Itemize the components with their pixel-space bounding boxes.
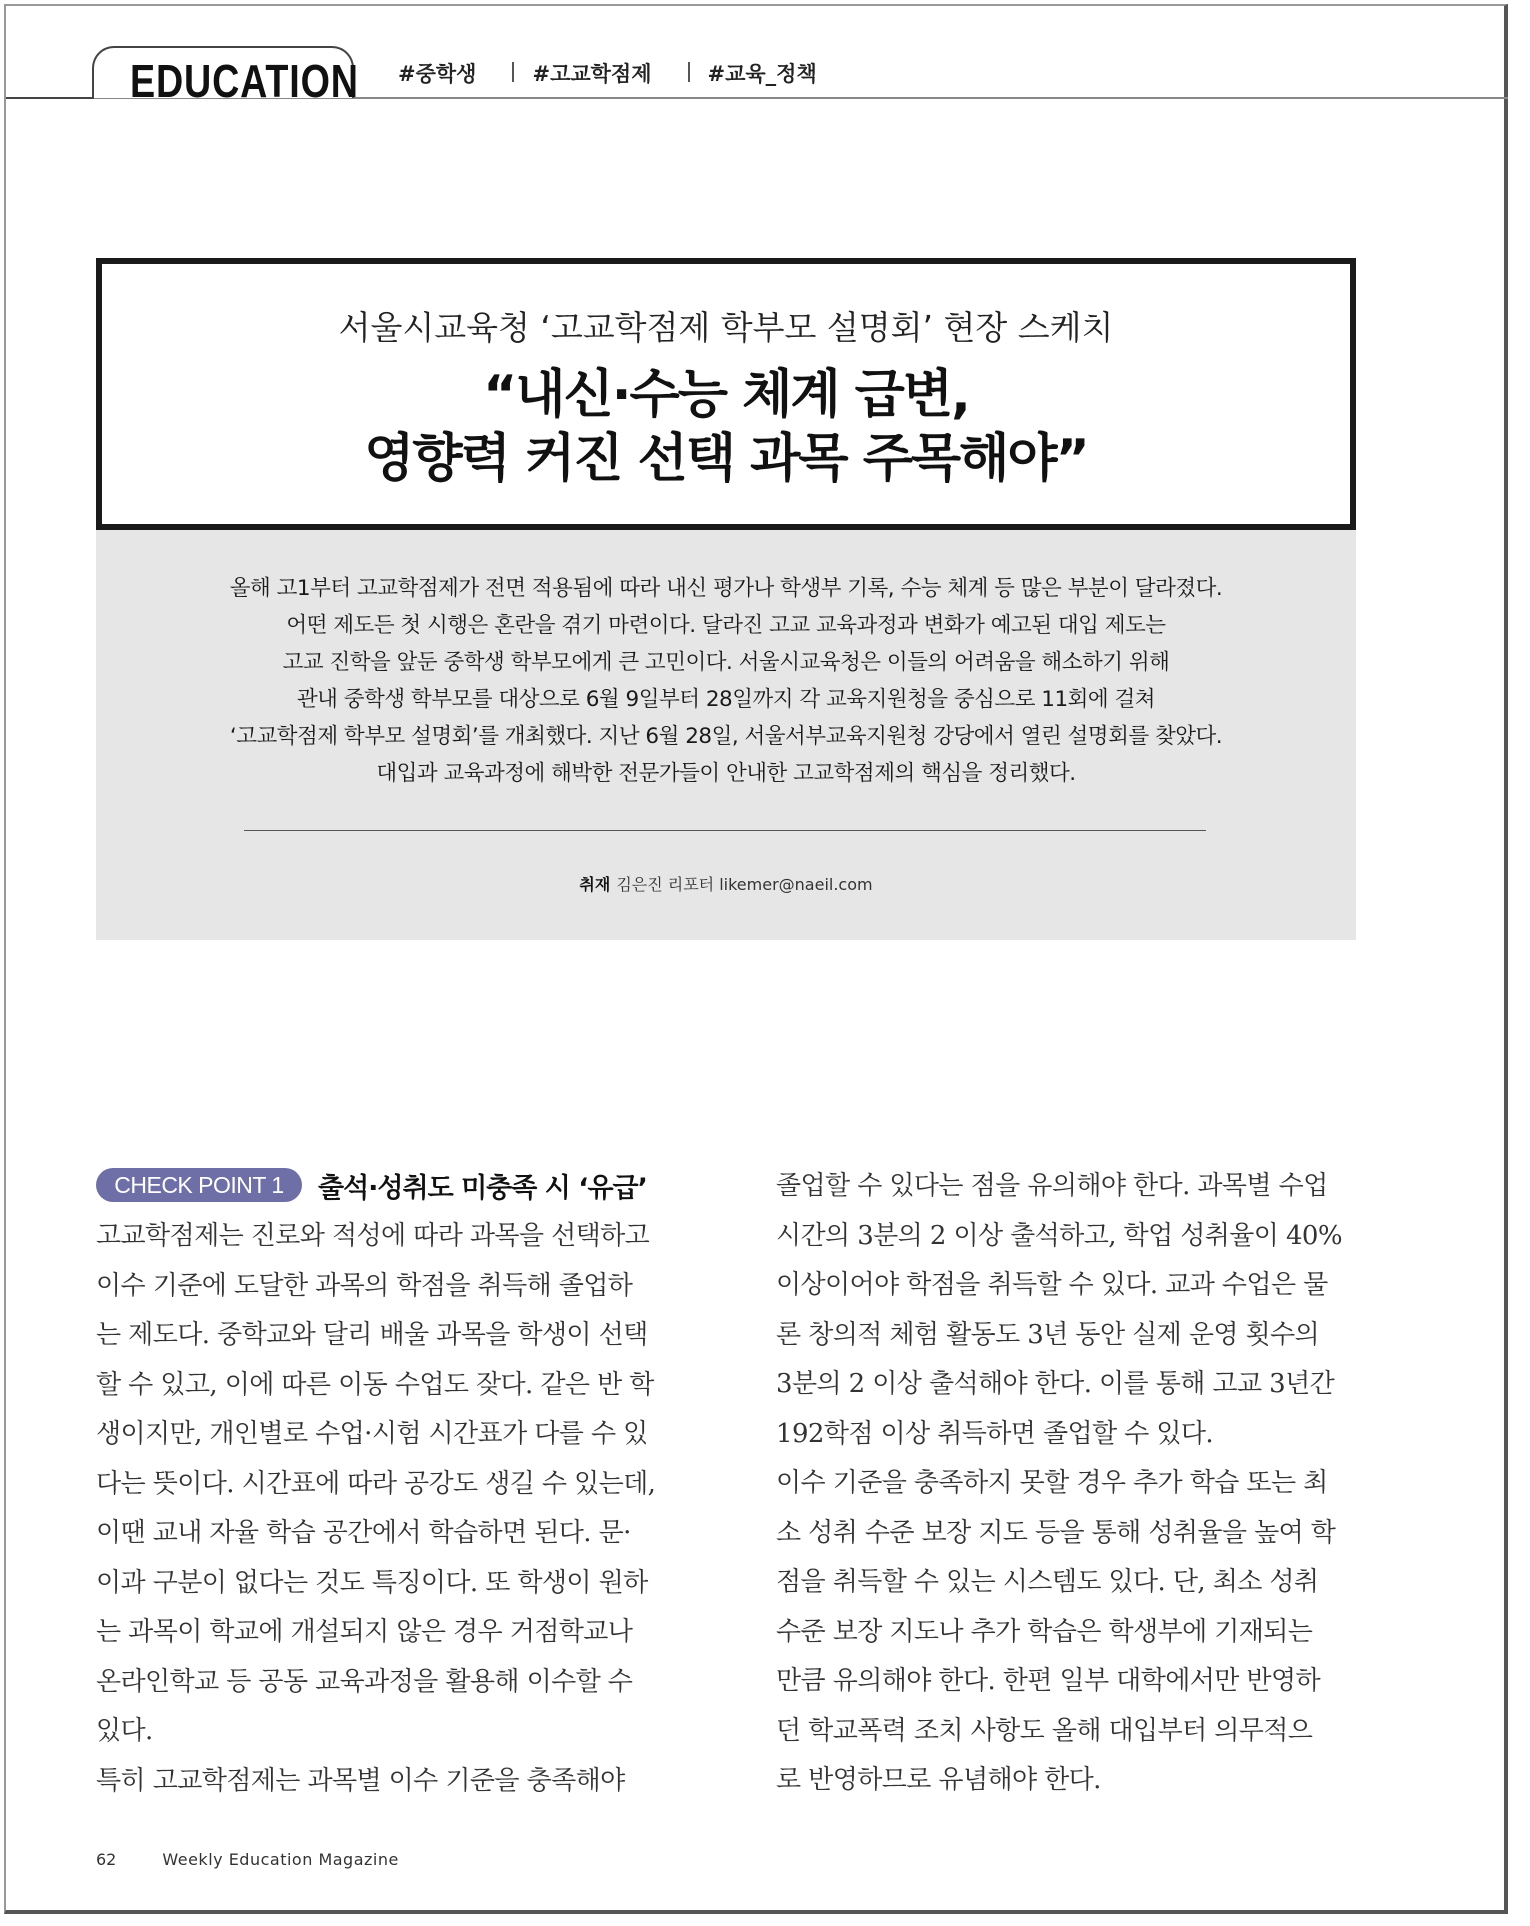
- article-subtitle: 서울시교육청 ‘고교학점제 학부모 설명회’ 현장 스케치: [338, 308, 1114, 347]
- lead-line: 올해 고1부터 고교학점제가 전면 적용됨에 따라 내신 평가나 학생부 기록, 수능 체계 등 많은 부분이 달라졌다.: [229, 576, 1223, 601]
- body-column-left: 고교학점제는 진로와 적성에 따라 과목을 선택하고 이수 기준에 도달한 과목의 학점을 취득해 졸업하 는 제도다. 중학교와 달리 배울 과목을 학생이 선택 할 수 있고, 이에 따른 이동 수업도 잦다. 같은 반 학 생이지만, 개인별로 수업·시험 시간표가 다를 수 있 다는 뜻이다. 시간표에 따라 공강도 생길 수 있는데, 이땐 교내 자율 학습 공간에서 학습하면 된다. 문· 이과 구분이 없다는 것도 특징이다. 또 학생이 원하 는 과목이 학교에 개설되지 않은 경우 거점학교나 온라인학교 등 공동 교육과정을 활용해 이수할 수 있다. 특히 고교학점제는 과목별 이수 기준을 충족해야: [96, 1221, 656, 1796]
- lead-line: ‘고교학점제 학부모 설명회’를 개최했다. 지난 6월 28일, 서울서부교육지원청 강당에서 열린 설명회를 찾았다.: [229, 724, 1223, 749]
- lead-paragraph: [96, 570, 1356, 792]
- title-box: [96, 258, 1356, 530]
- tag-education-policy[interactable]: #교육_정책: [707, 62, 817, 86]
- check-point-badge: CHECK POINT 1: [96, 1168, 302, 1202]
- tag-credit-system[interactable]: #고교학점제: [532, 62, 652, 86]
- check-point-heading: 출석·성취도 미충족 시 ‘유급’: [318, 1173, 647, 1204]
- page-footer: [96, 1850, 399, 1869]
- headline-line-2: 영향력 커진 선택 과목 주목해야”: [364, 429, 1088, 489]
- page-number: 62: [96, 1850, 117, 1869]
- header-rule-left: [6, 97, 94, 99]
- lead-box: [96, 530, 1356, 940]
- byline-text: 김은진 리포터 likemer@naeil.com: [616, 875, 873, 894]
- tag-list: [398, 58, 853, 88]
- magazine-name: Weekly Education Magazine: [162, 1850, 399, 1869]
- byline: [96, 872, 1356, 895]
- lead-line: 어떤 제도든 첫 시행은 혼란을 겪기 마련이다. 달라진 고교 교육과정과 변화가 예고된 대입 제도는: [286, 613, 1166, 638]
- tag-middle-school[interactable]: #중학생: [398, 62, 477, 86]
- lead-divider: [244, 830, 1206, 831]
- tag-separator: [688, 62, 690, 82]
- tag-separator: [512, 62, 514, 82]
- lead-line: 대입과 교육과정에 해박한 전문가들이 안내한 고교학점제의 핵심을 정리했다.: [376, 761, 1076, 786]
- headline-line-1: “내신·수능 체계 급변,: [483, 365, 969, 425]
- lead-line: 고교 진학을 앞둔 중학생 학부모에게 큰 고민이다. 서울시교육청은 이들의 어려움을 해소하기 위해: [282, 650, 1170, 675]
- article-headline: [102, 363, 1350, 491]
- byline-label: 취재: [579, 875, 611, 894]
- body-column-right: 졸업할 수 있다는 점을 유의해야 한다. 과목별 수업 시간의 3분의 2 이상 출석하고, 학업 성취율이 40% 이상이어야 학점을 취득할 수 있다. 교과 수업은 물 론 창의적 체험 활동도 3년 동안 실제 운영 횟수의 3분의 2 이상 출석해야 한다. 이를 통해 고교 3년간 192학점 이상 취득하면 졸업할 수 있다. 이수 기준을 충족하지 못할 경우 추가 학습 또는 최 소 성취 수준 보장 지도 등을 통해 성취율을 높여 학 점을 취득할 수 있는 시스템도 있다. 단, 최소 성취 수준 보장 지도나 추가 학습은 학생부에 기재되는 만큼 유의해야 한다. 한편 일부 대학에서만 반영하 던 학교폭력 조치 사항도 올해 대입부터 의무적으 로 반영하므로 유념해야 한다.: [776, 1171, 1342, 1795]
- lead-line: 관내 중학생 학부모를 대상으로 6월 9일부터 28일까지 각 교육지원청을 중심으로 11회에 걸쳐: [296, 687, 1156, 712]
- section-label: EDUCATION: [130, 55, 359, 107]
